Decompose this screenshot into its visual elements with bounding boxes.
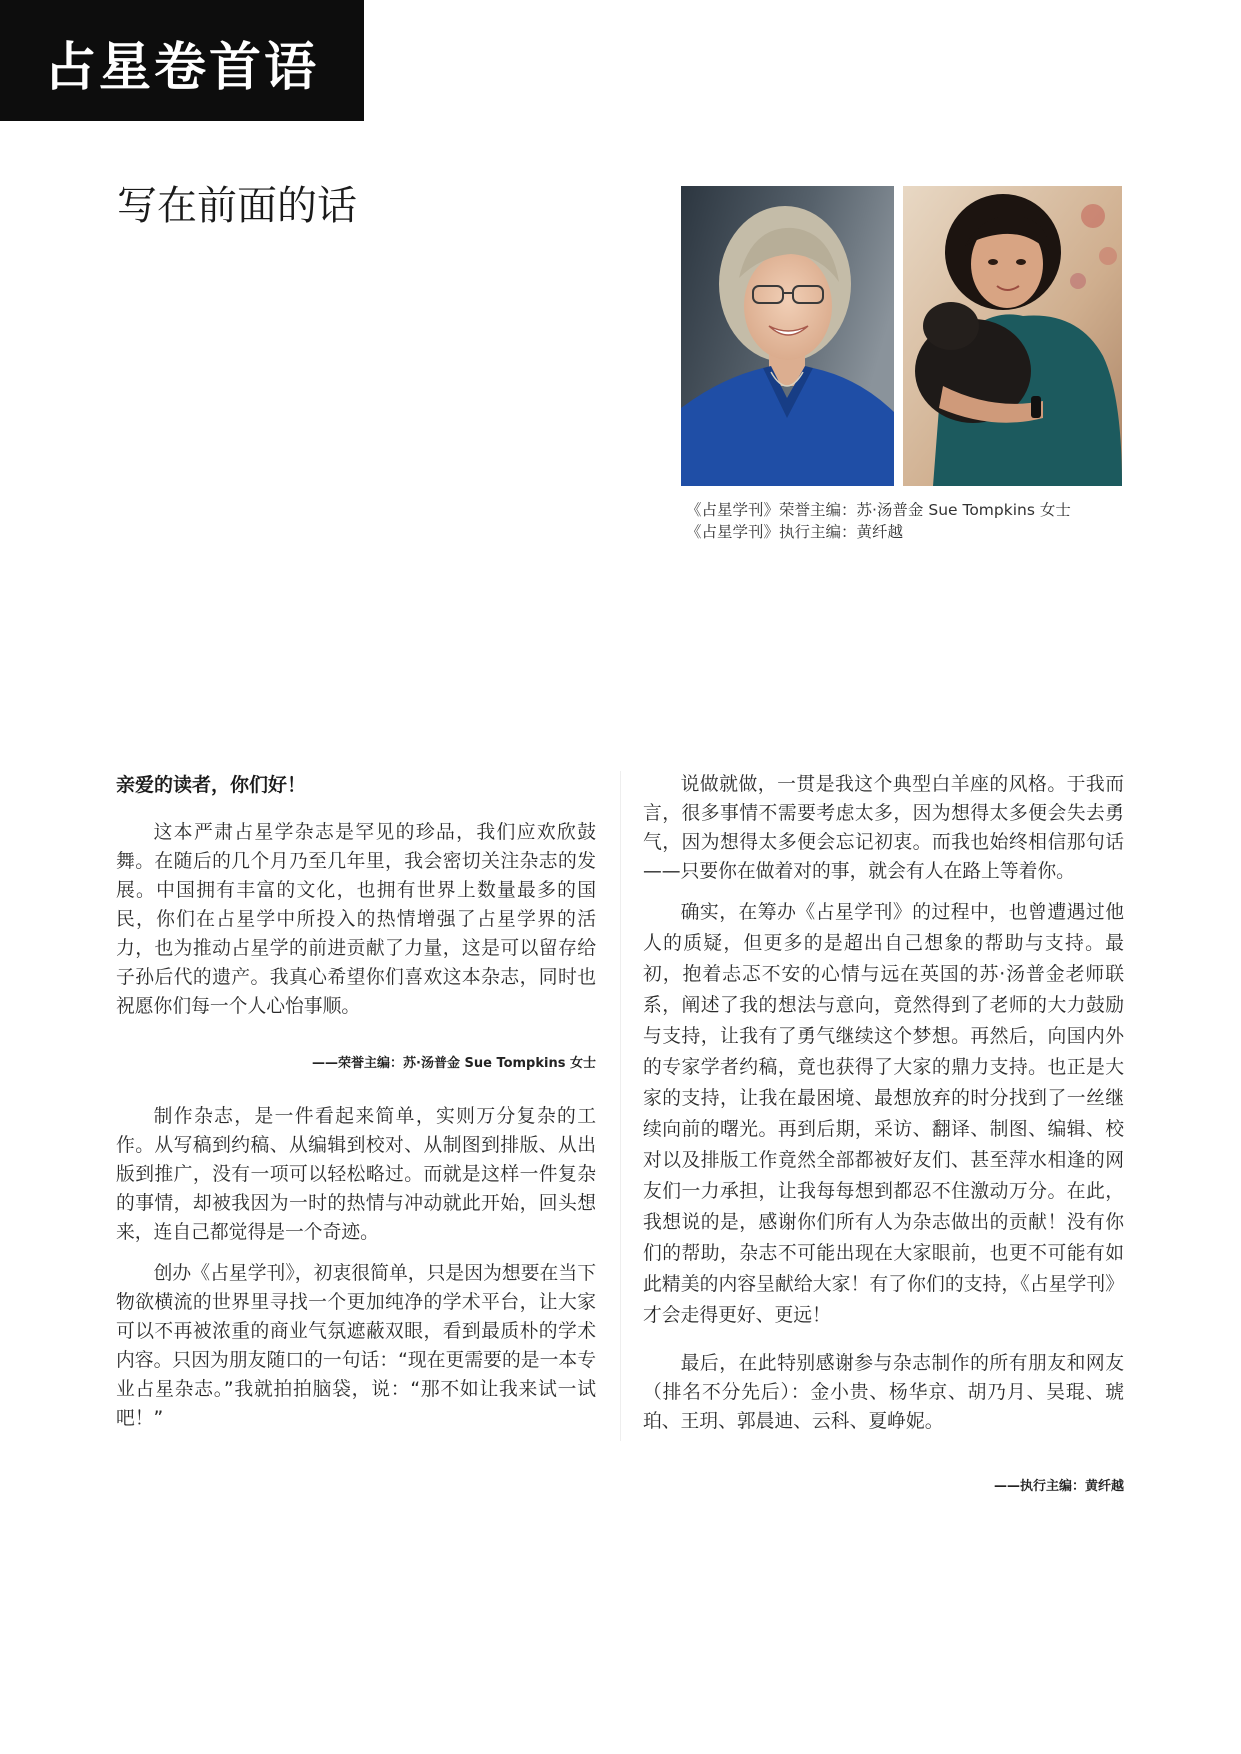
section-header-bar <box>0 0 364 121</box>
page-title: 写在前面的话 <box>117 183 357 229</box>
column-divider <box>620 771 621 1441</box>
editor-letter-paragraph: 说做就做，一贯是我这个典型白羊座的风格。于我而言，很多事情不需要考虑太多，因为想得太多便会失去勇气，因为想得太多便会忘记初衷。而我也始终相信那句话——只要你在做着对的事，就会有人在路上等着你。 <box>643 774 1124 882</box>
wristband <box>1031 396 1041 418</box>
floral-pattern <box>1070 273 1086 289</box>
honorary-editor-signature: ——荣誉主编：苏·汤普金 Sue Tompkins 女士 <box>312 1056 596 1071</box>
editor-letter-paragraph: 制作杂志，是一件看起来简单，实则万分复杂的工作。从写稿到约稿、从编辑到校对、从制图到排版、从出版到推广，没有一项可以轻松略过。而就是这样一件复杂的事情，却被我因为一时的热情与冲动就此开始，回头想来，连自己都觉得是一个奇迹。 <box>116 1106 596 1243</box>
editor-letter-paragraph: 最后，在此特别感谢参与杂志制作的所有朋友和网友（排名不分先后）：金小贵、杨华京、胡乃月、吴琨、琥珀、王玥、郭晨迪、云科、夏峥妮。 <box>643 1353 1124 1432</box>
section-label: 占星卷首语 <box>44 38 320 98</box>
portrait-photo-honorary-editor <box>681 186 894 486</box>
editor-letter-paragraph: 创办《占星学刊》，初衷很简单，只是因为想要在当下物欲横流的世界里寻找一个更加纯净的学术平台，让大家可以不再被浓重的商业气氛遮蔽双眼，看到最质朴的学术内容。只因为朋友随口的一句话：“现在更需要的是一本专业占星杂志。”我就拍拍脑袋，说：“那不如让我来试一试吧！” <box>116 1263 596 1429</box>
executive-editor-signature: ——执行主编：黄纤越 <box>993 1479 1124 1494</box>
letter-greeting: 亲爱的读者，你们好！ <box>116 774 307 796</box>
photo-caption <box>686 499 1071 543</box>
portrait-executive-editor-image <box>903 186 1122 486</box>
caption-line-executive-editor: 《占星学刊》执行主编：黄纤越 <box>686 523 904 541</box>
face <box>744 252 832 360</box>
right-column <box>643 770 1124 1497</box>
dog-head <box>923 302 979 350</box>
caption-line-honorary-editor: 《占星学刊》荣誉主编：苏·汤普金 Sue Tompkins 女士 <box>686 501 1071 519</box>
floral-pattern <box>1081 204 1105 228</box>
left-eye <box>988 259 998 265</box>
portrait-honorary-editor-image <box>681 186 894 486</box>
right-eye <box>1016 259 1026 265</box>
left-column <box>116 771 596 1433</box>
portrait-photo-executive-editor <box>903 186 1122 486</box>
honorary-letter-body: 这本严肃占星学杂志是罕见的珍品，我们应欢欣鼓舞。在随后的几个月乃至几年里，我会密切关注杂志的发展。中国拥有丰富的文化，也拥有世界上数量最多的国民，你们在占星学中所投入的热情增强了占星学界的活力，也为推动占星学的前进贡献了力量，这是可以留存给子孙后代的遗产。我真心希望你们喜欢这本杂志，同时也祝愿你们每一个人心怡事顺。 <box>116 822 596 1017</box>
floral-pattern <box>1099 247 1117 265</box>
editor-letter-paragraph: 确实，在筹办《占星学刊》的过程中，也曾遭遇过他人的质疑，但更多的是超出自己想象的帮助与支持。最初，抱着忐忑不安的心情与远在英国的苏·汤普金老师联系，阐述了我的想法与意向，竟然得到了老师的大力鼓励与支持，让我有了勇气继续这个梦想。再然后，向国内外的专家学者约稿，竟也获得了大家的鼎力支持。也正是大家的支持，让我在最困境、最想放弃的时分找到了一丝继续向前的曙光。再到后期，采访、翻译、制图、编辑、校对以及排版工作竟然全部都被好友们、甚至萍水相逢的网友们一力承担，让我每每想到都忍不住激动万分。在此，我想说的是，感谢你们所有人为杂志做出的贡献！没有你们的帮助，杂志不可能出现在大家眼前，也更不可能有如此精美的内容呈献给大家！有了你们的支持，《占星学刊》才会走得更好、更远！ <box>643 902 1124 1326</box>
